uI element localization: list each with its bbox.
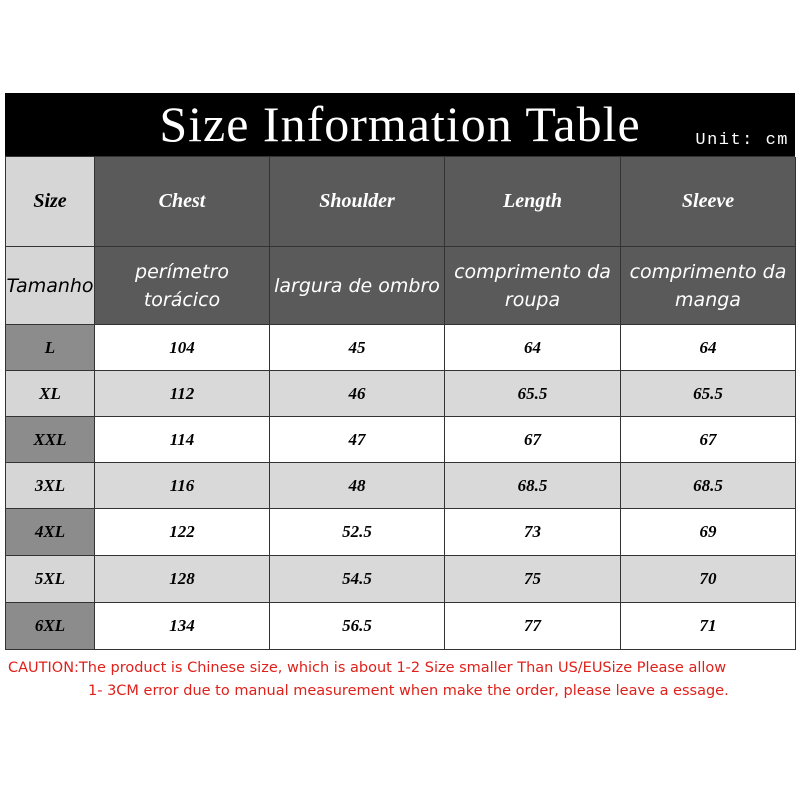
- header-size: Size: [6, 157, 95, 247]
- table-cell-length: 73: [445, 509, 621, 556]
- table-cell-chest: 122: [95, 509, 270, 556]
- table-cell-length: 64: [445, 325, 621, 371]
- table-cell-sleeve: 68.5: [621, 463, 796, 509]
- subheader-length: comprimento da roupa: [445, 247, 621, 325]
- subheader-shoulder: largura de ombro: [270, 247, 445, 325]
- table-cell-shoulder: 52.5: [270, 509, 445, 556]
- row-size-label: 5XL: [6, 556, 95, 603]
- header-sleeve: Sleeve: [621, 157, 796, 247]
- table-cell-sleeve: 67: [621, 417, 796, 463]
- row-size-label: 6XL: [6, 603, 95, 650]
- subheader-sleeve: comprimento da manga: [621, 247, 796, 325]
- subheader-chest: perímetro torácico: [95, 247, 270, 325]
- table-cell-chest: 112: [95, 371, 270, 417]
- table-cell-shoulder: 54.5: [270, 556, 445, 603]
- table-cell-sleeve: 69: [621, 509, 796, 556]
- caution-line-2: 1- 3CM error due to manual measurement when make the order, please leave a essage.: [88, 683, 729, 699]
- subheader-size: Tamanho: [6, 247, 95, 325]
- table-cell-chest: 116: [95, 463, 270, 509]
- table-cell-sleeve: 71: [621, 603, 796, 650]
- table-title: Size Information Table: [159, 96, 641, 152]
- table-cell-chest: 134: [95, 603, 270, 650]
- table-cell-sleeve: 70: [621, 556, 796, 603]
- table-cell-shoulder: 56.5: [270, 603, 445, 650]
- table-cell-chest: 104: [95, 325, 270, 371]
- table-cell-shoulder: 45: [270, 325, 445, 371]
- caution-line-1: CAUTION:The product is Chinese size, which is about 1-2 Size smaller Than US/EUSize Please allow: [8, 660, 727, 676]
- table-cell-shoulder: 48: [270, 463, 445, 509]
- table-cell-length: 75: [445, 556, 621, 603]
- table-cell-shoulder: 47: [270, 417, 445, 463]
- table-cell-sleeve: 64: [621, 325, 796, 371]
- table-cell-chest: 114: [95, 417, 270, 463]
- table-cell-length: 65.5: [445, 371, 621, 417]
- header-chest: Chest: [95, 157, 270, 247]
- table-cell-length: 77: [445, 603, 621, 650]
- row-size-label: XL: [6, 371, 95, 417]
- header-length: Length: [445, 157, 621, 247]
- table-cell-sleeve: 65.5: [621, 371, 796, 417]
- size-table: [5, 156, 795, 650]
- table-cell-length: 68.5: [445, 463, 621, 509]
- caution-note: [8, 657, 793, 703]
- table-cell-chest: 128: [95, 556, 270, 603]
- row-size-label: L: [6, 325, 95, 371]
- row-size-label: 4XL: [6, 509, 95, 556]
- table-cell-shoulder: 46: [270, 371, 445, 417]
- row-size-label: XXL: [6, 417, 95, 463]
- unit-label: Unit: cm: [695, 131, 789, 150]
- title-bar: [5, 93, 795, 156]
- row-size-label: 3XL: [6, 463, 95, 509]
- table-cell-length: 67: [445, 417, 621, 463]
- header-shoulder: Shoulder: [270, 157, 445, 247]
